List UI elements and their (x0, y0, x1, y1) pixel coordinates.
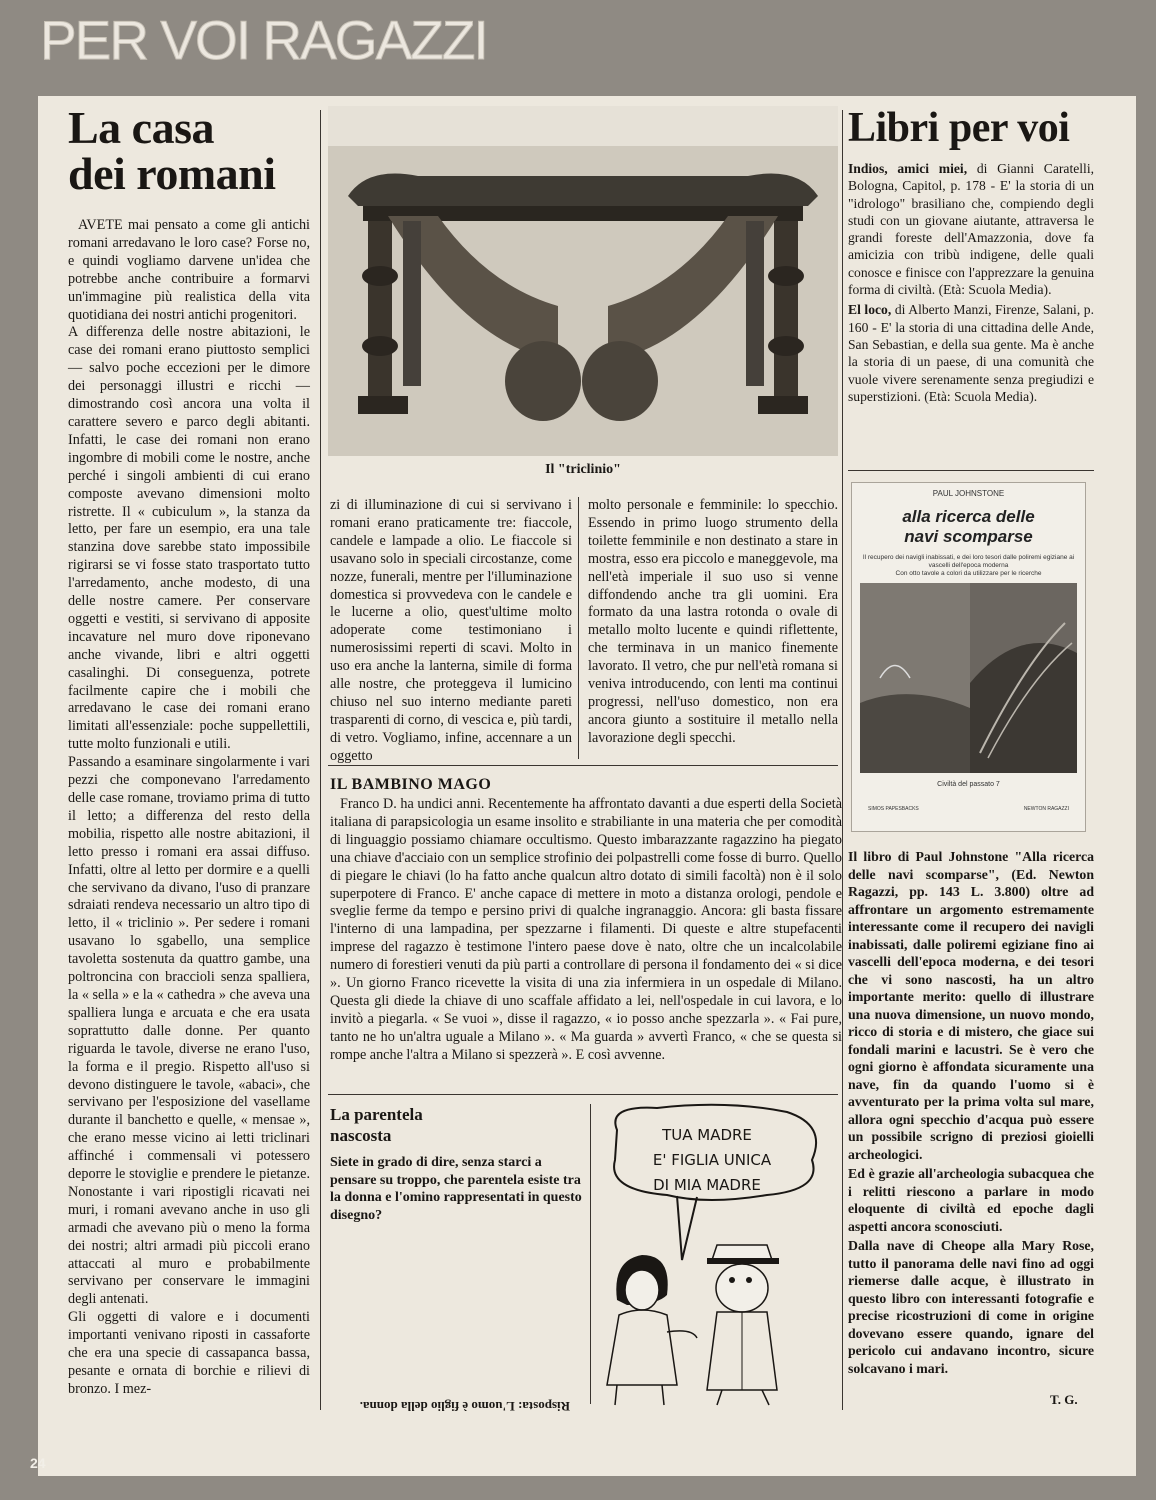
article-main-column (68, 102, 310, 1399)
review-paragraph: Il libro di Paul Johnstone "Alla ricerca delle navi scomparse", (Ed. Newton Ragazzi, pp. 143 L. 3.800) oltre ad affrontare un argomento estremamente interessante come il recupero dei navigli inabissati, dalle poliremi egiziane fino ai vascelli dell'epoca moderna, e dei tesori che vi sono nascosti, ha un altro importante merito: quello di illustrare una nuova dimensione, un nuovo mondo, ricco di storia e di mistero, che giace sui fondali marini e lacustri. Se è vero che ogni giorno è affondata sicuramente una nave, fin da quando l'uomo si è avventurato per la prima volta sul mare, allora ogni specchio d'acqua può essere un possibile scrigno di preziosi gioielli archeologici. (848, 849, 1094, 1162)
cover-series: Civiltà del passato 7 (937, 781, 1000, 788)
article-continuation-col3: molto personale e femminile: lo specchio. Essendo in primo luogo strumento della toilette femminile e non destinato a stare in mostra, esso era piccolo e maneggevole, ma nell'età imperiale il suo uso si venne diffondendo anche tra gli uomini. Era formato da una lastra rotonda o ovale di metallo molto lucente e quindi riflettente, che terminava in un manico finemente lavorato. Il vetro, che pur nell'età romana si veniva introducendo, con lenti ma continui progressi, nell'uso domestico, non era ancora giunto a sostituire il metallo nella lavorazione degli specchi. (588, 497, 838, 746)
cover-title-line1: alla ricerca delle (902, 507, 1035, 526)
article-continuation-col2: zi di illuminazione di cui si servivano i romani erano praticamente tre: fiaccole, candele e lampade a olio. Le fiaccole si usavano solo in speciali circostanze, come nozze, funerali, mentre per l'illuminazione domestica si provvedeva con le candele e le lucerne a olio, quest'ultime molto adoperate come testimoniano i numerosissimi reperti di scavi. Molto in uso era anche la lanterna, simile di forma alle nostre, che proteggeva il lumicino chiuso nel suo interno mediante pareti trasparenti di corno, di vescica e, più tardi, di vetro. Vogliamo, infine, accennare a un oggetto (330, 497, 572, 764)
book2-review (848, 301, 1094, 405)
paragraph: Passando a esaminare singolarmente i vari pezzi che componevano l'arredamento delle case romane, troviamo prima di tutto il letto; a differenza del resto della mobilia, rispetto alle nostre abitazioni, il letto presso i romani era assai diffuso. Infatti, oltre al letto per dormire e a quelli che servivano da divano, l'uso di pranzare sdraiati rendeva necessario un altro tipo di letto, il « triclinio ». Per sedere i romani usavano lo sgabello, una semplice tavoletta sostenuta da quattro gambe, una poltroncina con braccioli senza spalliera, la « sella » e la « cathedra » che aveva una spalliera lunga e arcuata e che era usata soprattutto dalle donne. Per quanto riguarda le tavole, diverse ne erano l'uso, la forma e il pregio. Rispetto all'uso si devono distinguere le tavole, «abaci», che servivano per l'esposizione del vasellame durante il banchetto e quelle, « mensae », che erano messe vicino ai letti triclinari affinché i commensali vi potessero deporre le stoviglie e prendere le pietanze. Nonostante i vari ripostigli ricavati nei muri, i romani avevano anche in uso gli armadi che avevano più o meno la forma dei nostri; altri armadi più piccoli erano attaccati al muro e probabilmente servivano per conservare le immagini degli antenati. (68, 754, 310, 1308)
section-divider (328, 765, 838, 766)
cover-author: PAUL JOHNSTONE (932, 489, 1005, 498)
cover-subtitle-line: Il recupero dei navigli inabissati, e dei loro tesori dalle poliremi egiziane ai vascelli dell'epoca moderna (862, 554, 1075, 569)
paragraph: Gli oggetti di valore e i documenti importanti venivano riposti in cassaforte che era una specie di cassapanca bassa, pesante e ornata di borchie e rilievi di bronzo. I mez- (68, 1309, 310, 1397)
section-title: PER VOI RAGAZZI (40, 9, 487, 71)
balloon-line1: TUA MADRE (662, 1126, 752, 1144)
paragraph: AVETE mai pensato a come gli antichi romani arredavano le loro case? Forse no, e quindi vogliamo darvene un'idea che potrebbe anche contribuire a formarvi un'immagine più realistica della vita quotidiana dei nostri antichi progenitori. (68, 217, 310, 323)
parentela-answer-upside-down: Risposta: L'uomo è figlio della donna. (359, 1399, 570, 1414)
article-title-line2: dei romani (68, 148, 276, 199)
cartoon-illustration (597, 1100, 837, 1410)
bambino-mago-body: Franco D. ha undici anni. Recentemente ha affrontato davanti a due esperti della Società italiana di parapsicologia un esame insolito e strabiliante in una materia che per comodità di linguaggio possiamo chiamare occultismo. Questo imbarazzante ragazzino ha piegato una chiave d'acciaio con un semplice strofinio dei polpastrelli come fosse di burro. Quello di piegare le chiavi (lo ha fatto anche qualcun altro dotato di simili facoltà) non è il solo superpotere di Franco. E' anche capace di mettere in moto a distanza orologi, pendole e sveglie ferme da tempo e persino privi di qualche ingranaggio. Ancora: gli basta fissare l'interno di una lampadina, per spezzarne i filamenti. Di queste e altre stupefacenti imprese del ragazzo è testimone l'intero paese dove è nato, oltre che un incalcolabile numero di forestieri venuti da più parti a controllare di persona il fondamento dei « si dice ». Un giorno Franco ricevette la visita di una zia infermiera in un ospedale di Milano. Questa gli diede la chiave di uno scaffale affidato a lei, nell'ospedale in cui lavora, e lo invitò a piegarla. « Se vuoi », disse il ragazzo, « io posso anche spezzarla ». « Fai pure, tanto ne ho un'altra uguale a Milano ». « Ma guarda » avvertì Franco, « che se questa si rompe anche l'altra a Milano si spezzerà ». E così avvenne. (330, 796, 842, 1063)
bambino-mago-article (330, 776, 842, 1065)
page-number: 24 (30, 1455, 46, 1471)
paragraph: A differenza delle nostre abitazioni, le case dei romani erano piuttosto semplici — salvo poche eccezioni per le dimore dei personaggi illustri e ricchi — dimostrando così ancora una volta il carattere severo e parco degli abitanti. Infatti, le case dei romani non erano ingombre di mobili come le nostre, anche perché i singoli ambienti di cui erano composte avevano dimensioni molto ristrette. Il « cubiculum », la stanza da letto, per fare un esempio, era una tale stanzina dove sarebbe stato impossibile rigirarsi se vi fosse stato trasportato tutto l'arredamento, anche modesto, di una delle nostre camere. Per conservare oggetti e vestiti, si servivano di apposite incavature nel muro dove riponevano anche vivande, libri e altri oggetti casalinghi. Di conseguenza, potrete facilmente capire che i mobili che arredavano le case dei romani erano limitati all'essenziale: poche suppellettili, tutte molto funzionali e utili. (68, 324, 310, 753)
cartoon-drawing (597, 1100, 837, 1410)
cover-image (860, 583, 1077, 773)
author-signature: T. G. (1050, 1392, 1078, 1407)
article-body (68, 217, 310, 1399)
parentela-question: Siete in grado di dire, senza starci a pensare su troppo, che parentela esiste tra la donna e l'omino rappresentati in questo disegno? (330, 1155, 582, 1223)
column-divider (578, 497, 579, 759)
cover-publisher-left: SIMOS PAPESBACKS (868, 806, 919, 812)
photo-caption: Il "triclinio" (545, 462, 621, 477)
parentela-title-line2: nascosta (330, 1126, 392, 1145)
libri-per-voi-column (848, 104, 1094, 408)
review-paragraph: Dalla nave di Cheope alla Mary Rose, tutto il panorama delle navi fino ad oggi riemerse dalle acque, è illustrato in questo libro con interessanti fotografie e precise ricostruzioni di come in origine dovevano essere quando, ignare del pericolo cui andavano incontro, sicure solcavano i mari. (848, 1238, 1094, 1376)
review-paragraph: Ed è grazie all'archeologia subacquea che i relitti riescono a parlare in modo eloquente di civiltà ed epoche dagli aspetti ancora sconosciuti. (848, 1166, 1094, 1234)
column-divider (590, 1104, 591, 1404)
parentela-title-line1: La parentela (330, 1105, 423, 1124)
triclinio-photo (328, 106, 838, 456)
cover-artwork (860, 583, 1077, 773)
section-divider (328, 1094, 838, 1095)
cover-publisher-right: NEWTON RAGAZZI (1023, 806, 1069, 812)
cover-subtitle (860, 554, 1077, 578)
book2-text: di Alberto Manzi, Firenze, Salani, p. 160 - E' la storia di una cittadina delle Ande, San Sebastian, e della sua gente. Ma è anche la storia di un paese, di una comunità che vuole vivere serenamente senza pregiudizi e superstizioni. (Età: Scuola Media). (848, 302, 1094, 404)
book-review-column (848, 848, 1094, 1379)
cover-subtitle-line: Con otto tavole a colori da utilizzare per le ricerche (895, 570, 1042, 577)
book-cover (851, 482, 1086, 832)
cover-title (852, 507, 1085, 547)
bambino-mago-title: IL BAMBINO MAGO (330, 776, 492, 793)
column-divider (320, 110, 321, 1410)
book1-title: Indios, amici miei, (848, 161, 968, 176)
column-divider (842, 110, 843, 1410)
book1-review (848, 160, 1094, 298)
parentela-quiz (330, 1104, 585, 1224)
balloon-line3: DI MIA MADRE (653, 1176, 761, 1194)
cover-title-line2: navi scomparse (904, 527, 1033, 546)
section-divider (848, 470, 1094, 471)
balloon-line2: E' FIGLIA UNICA (652, 1151, 772, 1169)
libri-title: Libri per voi (848, 105, 1070, 151)
triclinio-illustration (328, 106, 838, 456)
book2-title: El loco, (848, 302, 892, 318)
parentela-title (330, 1104, 585, 1146)
article-title (68, 102, 310, 199)
book1-text: di Gianni Caratelli, Bologna, Capitol, p. 178 - E' la storia di un "idrologo" brasiliano che, compiendo degli studi con un giovane aiutante, attraversa le grandi foreste dell'Amazzonia, dove fa amicizia con tribù indigene, delle quali conosce e finisce con l'apprezzare la genuina forma di civiltà. (Età: Scuola Media). (848, 161, 1094, 298)
article-title-line1: La casa (68, 102, 214, 153)
